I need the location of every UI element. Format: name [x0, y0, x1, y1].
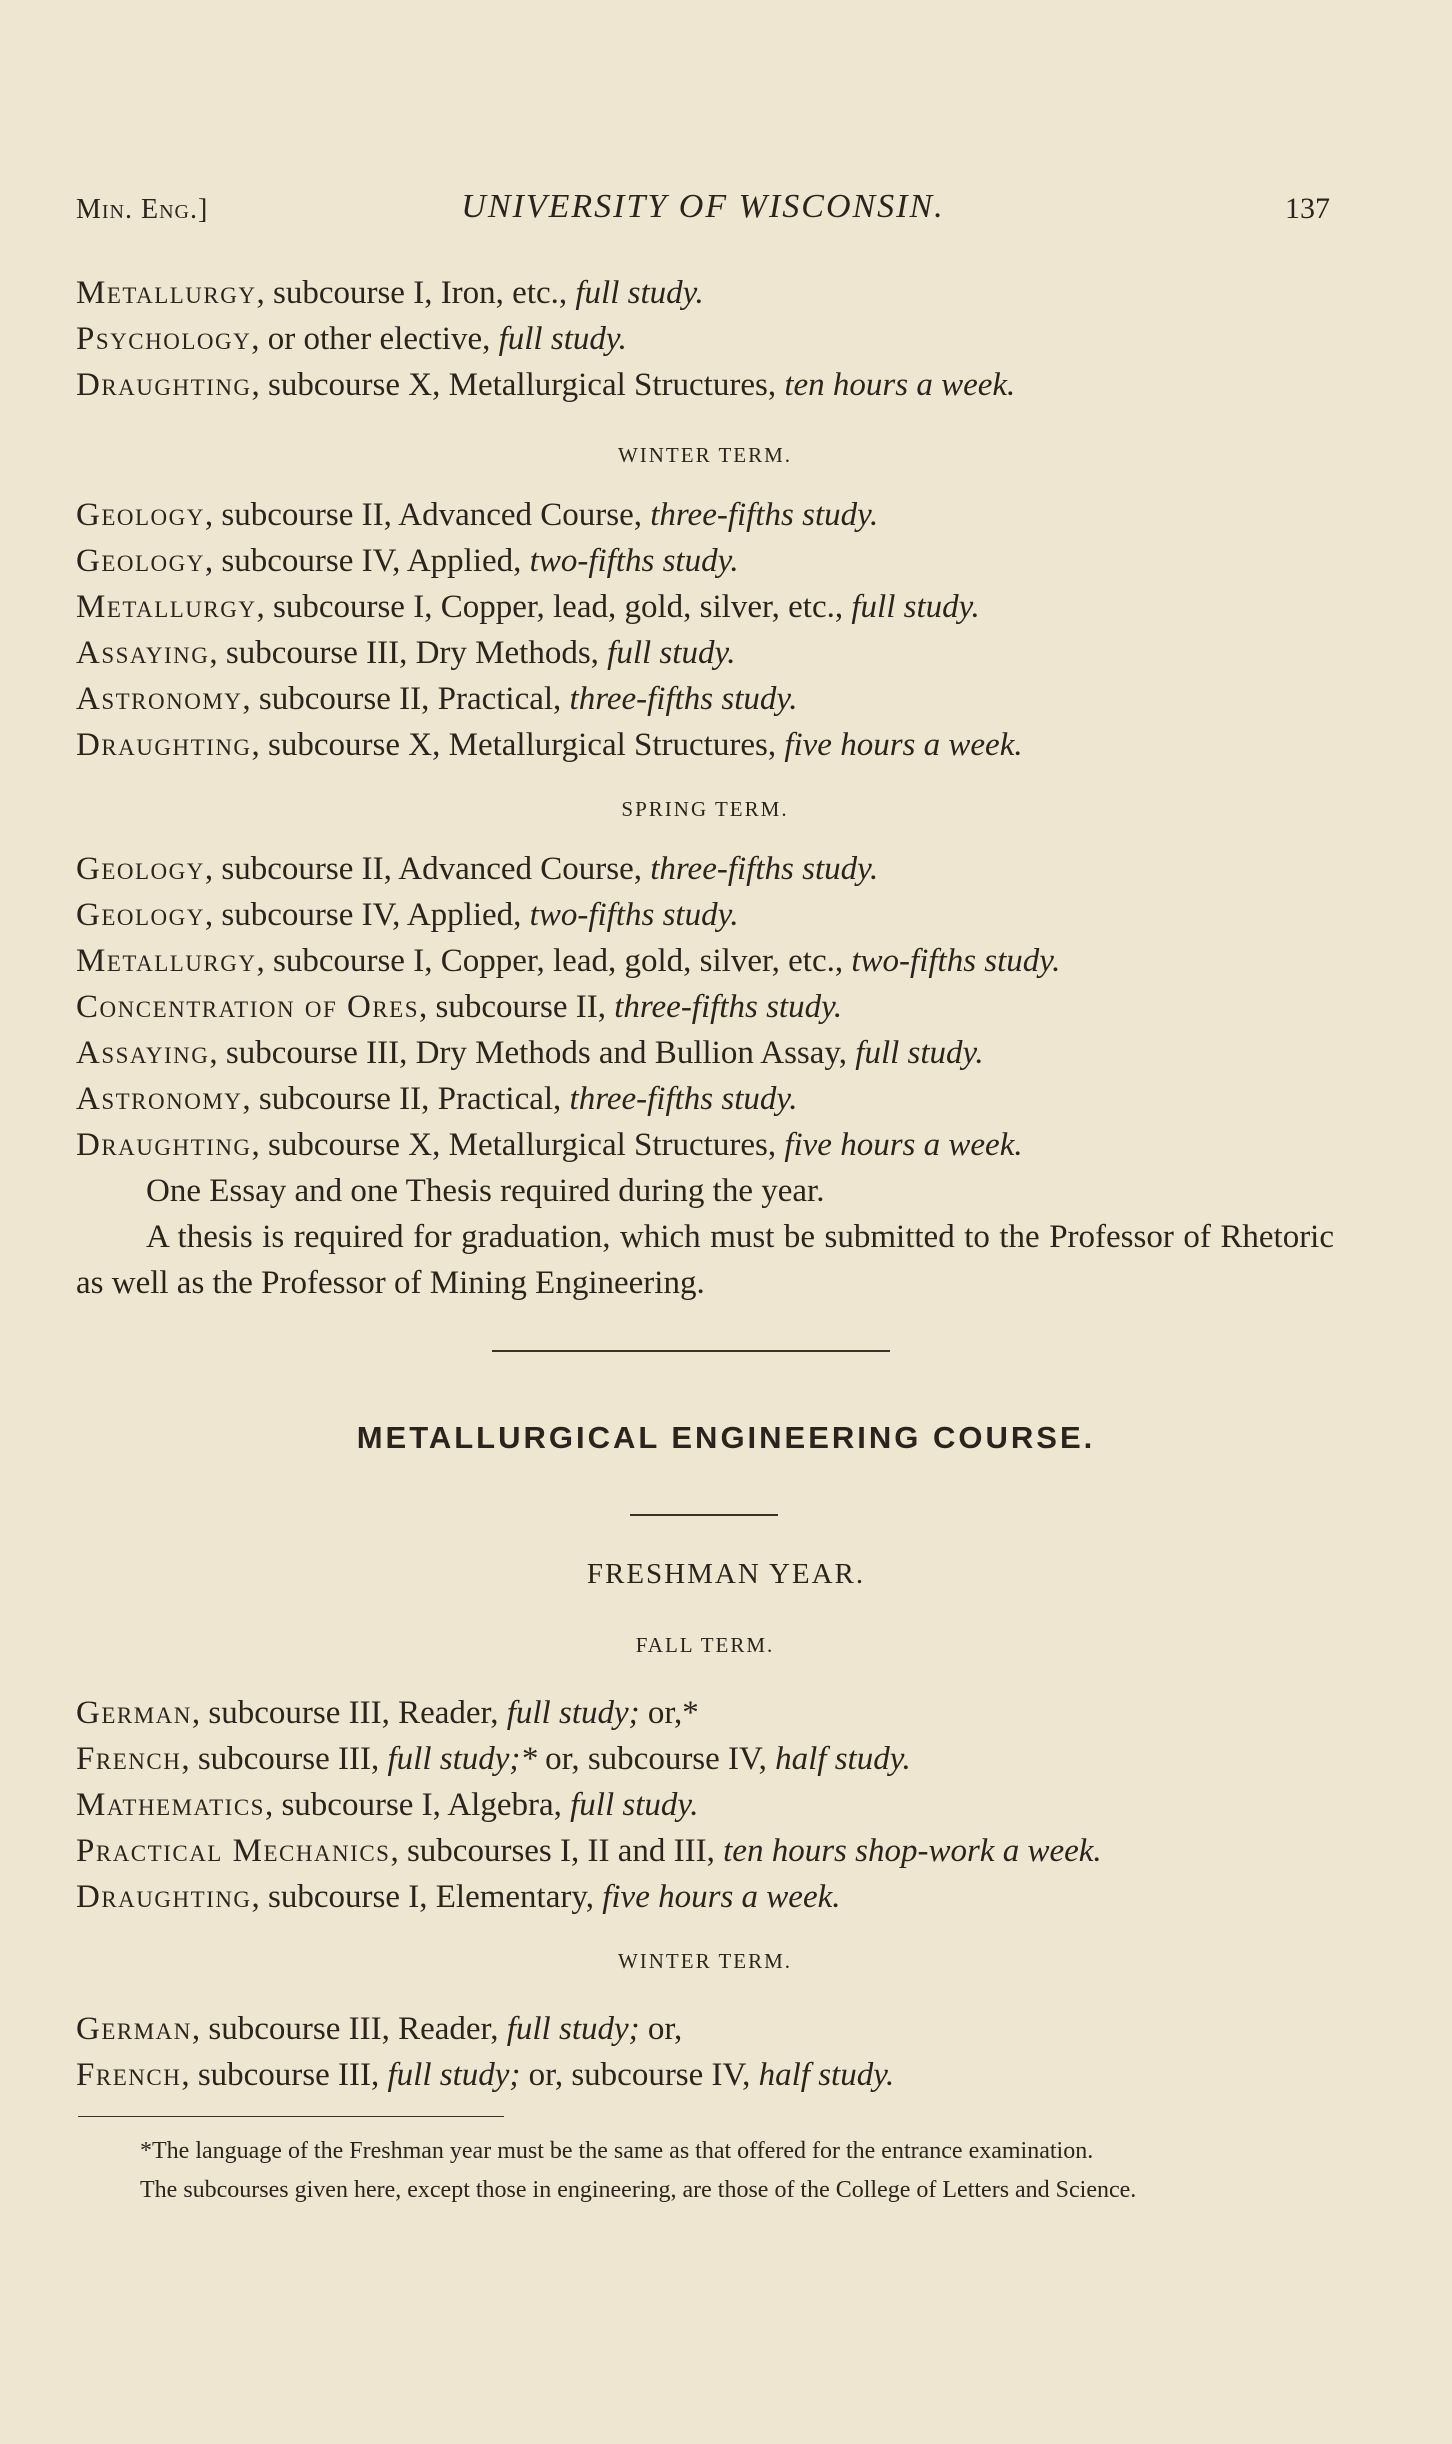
course-line: Astronomy, subcourse II, Practical, three-fifths study.	[76, 1081, 798, 1117]
course-line: German, subcourse III, Reader, full study; or,	[76, 2011, 683, 2047]
footnote-rule	[78, 2116, 504, 2117]
course-line: Draughting, subcourse X, Metallurgical Structures, ten hours a week.	[76, 367, 1016, 403]
course-line: Geology, subcourse II, Advanced Course, three-fifths study.	[76, 851, 879, 887]
footnote-subcourses: The subcourses given here, except those in engineering, are those of the College of Letters and Science.	[140, 2177, 1137, 2203]
course-line: Draughting, subcourse X, Metallurgical Structures, five hours a week.	[76, 1127, 1023, 1163]
running-header	[76, 188, 1330, 234]
running-title: UNIVERSITY OF WISCONSIN.	[461, 188, 945, 225]
course-line: Metallurgy, subcourse I, Iron, etc., full study.	[76, 275, 704, 311]
course-line: Psychology, or other elective, full study.	[76, 321, 627, 357]
thesis-requirement: A thesis is required for graduation, which must be submitted to the Professor of Rhetoric as well as the Professor of Mining Engineering.	[76, 1219, 1334, 1301]
spring-term-section	[76, 786, 1334, 1306]
course-line: German, subcourse III, Reader, full study; or,*	[76, 1695, 699, 1731]
course-line: Assaying, subcourse III, Dry Methods and Bullion Assay, full study.	[76, 1035, 984, 1071]
footnote-language: *The language of the Freshman year must be the same as that offered for the entrance examination.	[140, 2138, 1094, 2164]
footnotes	[76, 2134, 1328, 2208]
winter-term-section	[76, 432, 1334, 768]
course-line: Geology, subcourse IV, Applied, two-fifths study.	[76, 543, 739, 579]
course-line: Draughting, subcourse I, Elementary, five hours a week.	[76, 1879, 841, 1915]
course-line: Astronomy, subcourse II, Practical, three-fifths study.	[76, 681, 798, 717]
freshman-winter-term-section	[76, 1938, 1334, 2098]
term-heading: SPRING TERM.	[621, 797, 789, 821]
course-line: Assaying, subcourse III, Dry Methods, full study.	[76, 635, 736, 671]
course-line: Geology, subcourse II, Advanced Course, three-fifths study.	[76, 497, 879, 533]
course-title: METALLURGICAL ENGINEERING COURSE.	[356, 1420, 1096, 1455]
course-line: Metallurgy, subcourse I, Copper, lead, gold, silver, etc., full study.	[76, 589, 980, 625]
title-divider	[630, 1514, 778, 1516]
page-number: 137	[1285, 192, 1330, 225]
section-divider	[492, 1350, 890, 1352]
essay-requirement: One Essay and one Thesis required during the year.	[146, 1173, 825, 1209]
term-heading: WINTER TERM.	[617, 443, 793, 467]
continued-term-list	[76, 270, 1334, 408]
fall-term-section	[76, 1622, 1334, 1920]
course-line: French, subcourse III, full study; or, subcourse IV, half study.	[76, 2057, 895, 2093]
course-line: French, subcourse III, full study;* or, subcourse IV, half study.	[76, 1741, 911, 1777]
course-line: Geology, subcourse IV, Applied, two-fifths study.	[76, 897, 739, 933]
course-line: Practical Mechanics, subcourses I, II and III, ten hours shop-work a week.	[76, 1833, 1102, 1869]
course-line: Mathematics, subcourse I, Algebra, full study.	[76, 1787, 699, 1823]
course-line: Metallurgy, subcourse I, Copper, lead, gold, silver, etc., two-fifths study.	[76, 943, 1061, 979]
year-title: FRESHMAN YEAR.	[586, 1558, 866, 1590]
course-line: Concentration of Ores, subcourse II, three-fifths study.	[76, 989, 843, 1025]
term-heading: WINTER TERM.	[617, 1949, 793, 1973]
term-heading: FALL TERM.	[635, 1633, 775, 1657]
section-abbreviation: Min. Eng.]	[76, 194, 209, 225]
course-line: Draughting, subcourse X, Metallurgical Structures, five hours a week.	[76, 727, 1023, 763]
